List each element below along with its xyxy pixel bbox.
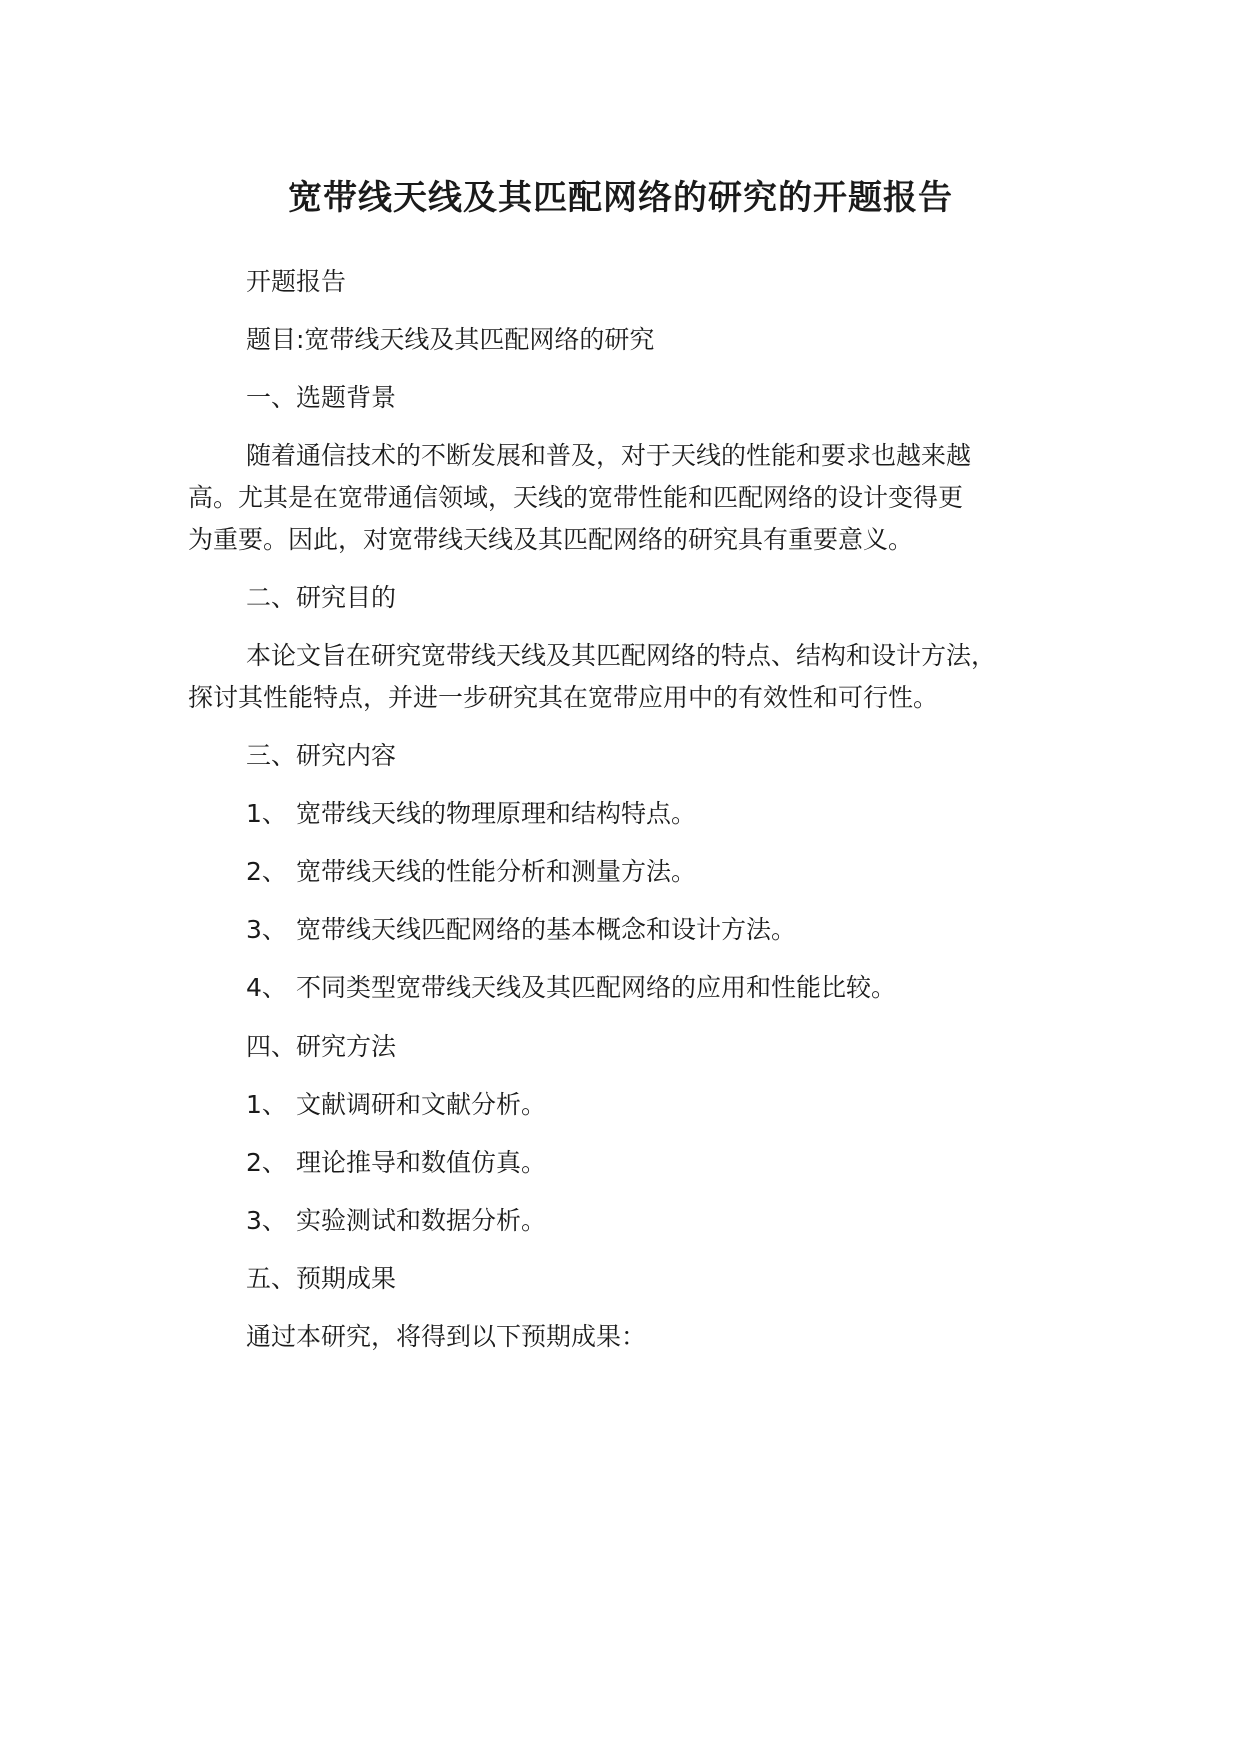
section-heading-expected-results: 五、预期成果 — [246, 1264, 397, 1293]
purpose-paragraph-line: 本论文旨在研究宽带线天线及其匹配网络的特点、结构和设计方法， — [246, 641, 997, 670]
document-title: 宽带线天线及其匹配网络的研究的开题报告 — [288, 178, 953, 218]
expected-results-line: 通过本研究，将得到以下预期成果： — [246, 1322, 647, 1351]
list-number: 3、 — [246, 1206, 287, 1235]
purpose-paragraph-line: 探讨其性能特点，并进一步研究其在宽带应用中的有效性和可行性。 — [188, 683, 939, 712]
list-text: 宽带线天线的物理原理和结构特点。 — [296, 799, 697, 828]
section-heading-purpose: 二、研究目的 — [246, 583, 397, 612]
list-number: 2、 — [246, 1148, 287, 1177]
content-list-item — [246, 797, 696, 831]
list-number: 1、 — [246, 1090, 287, 1119]
methods-list-item — [246, 1204, 546, 1238]
list-number: 4、 — [246, 973, 287, 1002]
background-paragraph-line: 随着通信技术的不断发展和普及，对于天线的性能和要求也越来越 — [246, 441, 972, 470]
list-text: 宽带线天线的性能分析和测量方法。 — [296, 857, 697, 886]
methods-list-item — [246, 1146, 546, 1180]
list-number: 2、 — [246, 857, 287, 886]
report-label: 开题报告 — [246, 267, 347, 296]
methods-list-item — [246, 1088, 546, 1122]
list-text: 理论推导和数值仿真。 — [296, 1148, 547, 1177]
list-text: 文献调研和文献分析。 — [296, 1090, 547, 1119]
list-number: 3、 — [246, 915, 287, 944]
background-paragraph-line: 高。尤其是在宽带通信领域，天线的宽带性能和匹配网络的设计变得更 — [188, 483, 964, 512]
section-heading-methods: 四、研究方法 — [246, 1032, 397, 1061]
list-text: 不同类型宽带线天线及其匹配网络的应用和性能比较。 — [296, 973, 897, 1002]
section-heading-background: 一、选题背景 — [246, 383, 397, 412]
list-text: 实验测试和数据分析。 — [296, 1206, 547, 1235]
list-number: 1、 — [246, 799, 287, 828]
section-heading-content: 三、研究内容 — [246, 741, 397, 770]
list-text: 宽带线天线匹配网络的基本概念和设计方法。 — [296, 915, 797, 944]
topic-line: 题目:宽带线天线及其匹配网络的研究 — [246, 325, 655, 354]
content-list-item — [246, 913, 796, 947]
content-list-item — [246, 855, 696, 889]
content-list-item — [246, 971, 896, 1005]
background-paragraph-line: 为重要。因此，对宽带线天线及其匹配网络的研究具有重要意义。 — [188, 525, 914, 554]
